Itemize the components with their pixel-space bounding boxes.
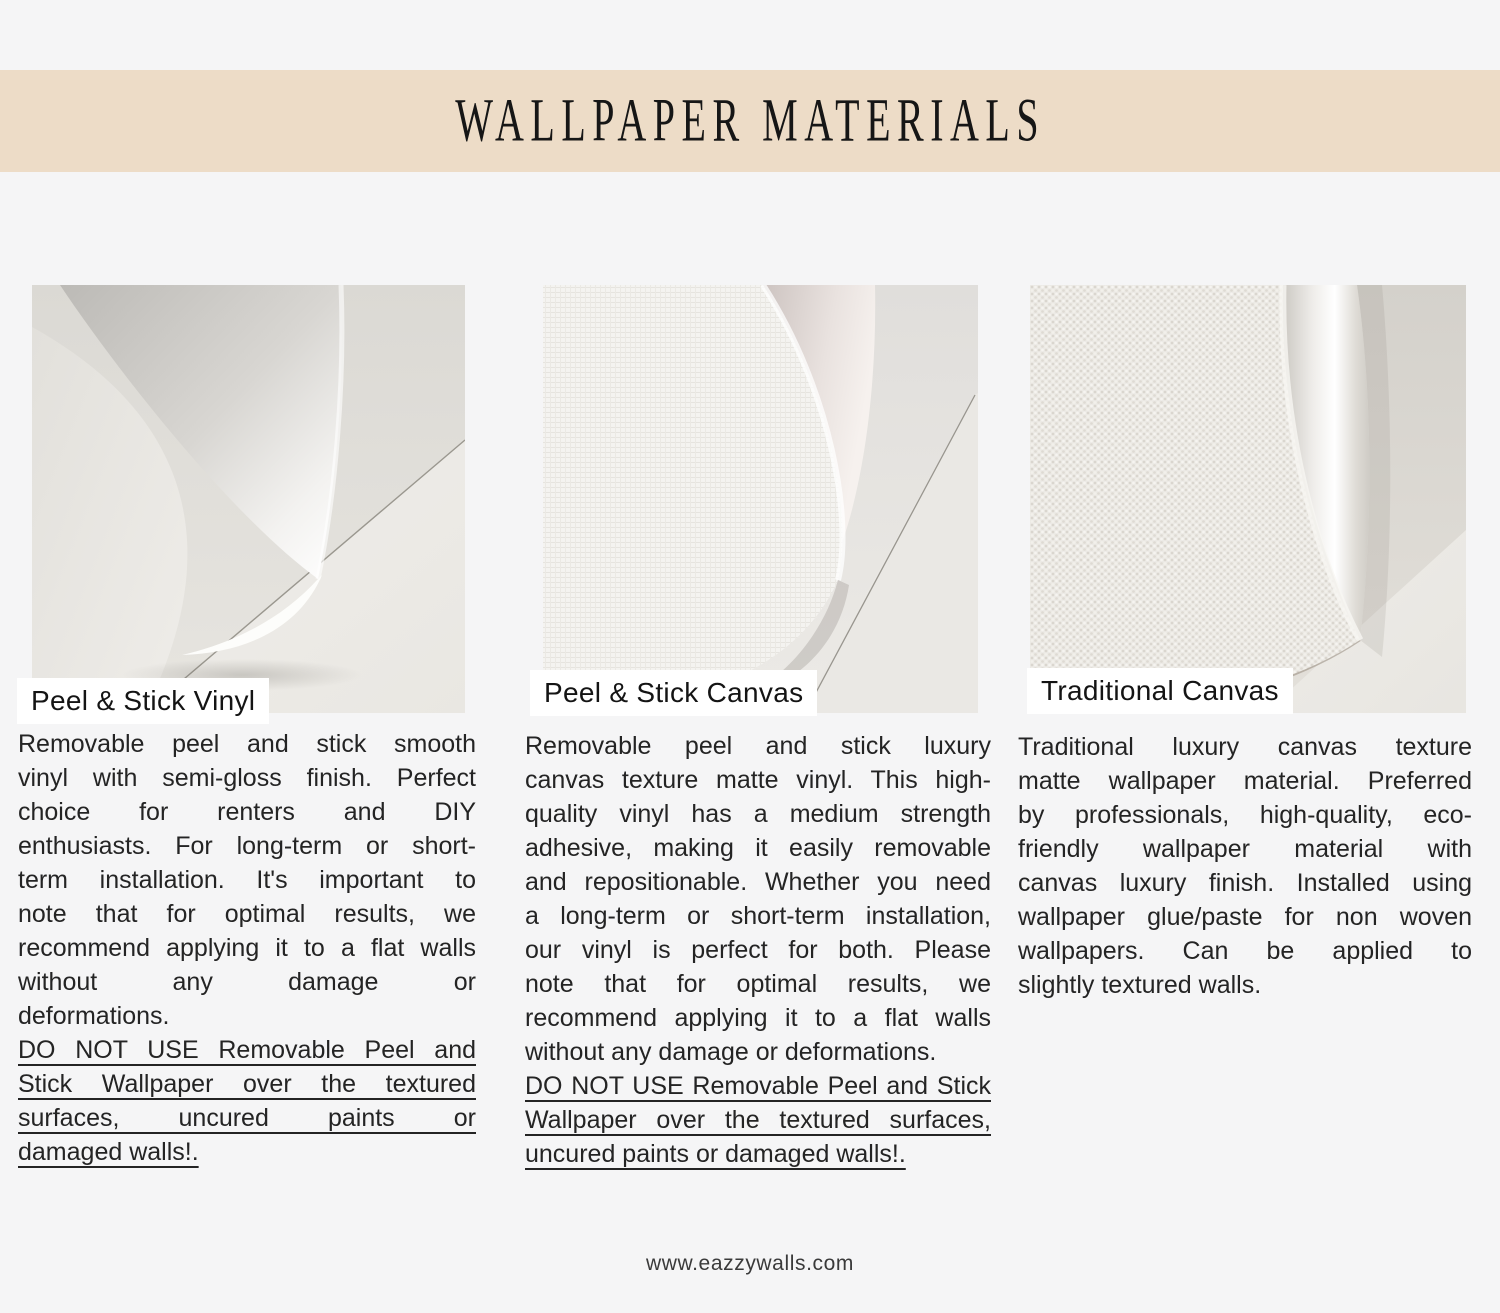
traditional-canvas-roll-graphic xyxy=(1030,285,1466,713)
text-line: without any damage or xyxy=(18,968,476,996)
text-line: wallpaper glue/paste for non woven xyxy=(1018,903,1472,931)
text-line: canvas texture matte vinyl. This high- xyxy=(525,766,991,794)
text-line: recommend applying it to a flat walls xyxy=(18,934,476,962)
material-description xyxy=(1018,730,1472,1002)
vinyl-sample-photo xyxy=(32,285,465,713)
text-line: Stick Wallpaper over the textured xyxy=(18,1070,476,1098)
header-band xyxy=(0,70,1500,172)
text-line: Removable peel and stick smooth xyxy=(18,730,476,758)
text-line: uncured paints or damaged walls!. xyxy=(525,1140,906,1168)
website-url: www.eazzywalls.com xyxy=(645,1252,854,1275)
text-line: choice for renters and DIY xyxy=(18,798,476,826)
text-line: without any damage or deformations. xyxy=(525,1038,937,1066)
canvas-vinyl-sample-photo xyxy=(543,285,978,713)
text-line: and repositionable. Whether you need xyxy=(525,868,991,896)
material-label: Traditional Canvas xyxy=(1027,668,1293,714)
material-label: Peel & Stick Vinyl xyxy=(17,678,269,724)
text-line: by professionals, high-quality, eco- xyxy=(1018,801,1472,829)
text-line: deformations. xyxy=(18,1002,170,1030)
material-column-peel-stick-vinyl xyxy=(18,727,476,1169)
text-line: enthusiasts. For long-term or short- xyxy=(18,832,476,860)
text-line: vinyl with semi-gloss finish. Perfect xyxy=(18,764,476,792)
text-line: canvas luxury finish. Installed using xyxy=(1018,869,1472,897)
text-line: adhesive, making it easily removable xyxy=(525,834,991,862)
text-line: damaged walls!. xyxy=(18,1138,199,1166)
text-line: note that for optimal results, we xyxy=(18,900,476,928)
text-line: term installation. It's important to xyxy=(18,866,476,894)
text-line: friendly wallpaper material with xyxy=(1018,835,1472,863)
material-description xyxy=(525,729,991,1069)
text-line: surfaces, uncured paints or xyxy=(18,1104,476,1132)
traditional-canvas-sample-photo xyxy=(1030,285,1466,713)
page-title: WALLPAPER MATERIALS xyxy=(455,87,1045,155)
text-line: Wallpaper over the textured surfaces, xyxy=(525,1106,991,1134)
text-line: matte wallpaper material. Preferred xyxy=(1018,767,1472,795)
text-line: Traditional luxury canvas texture xyxy=(1018,733,1472,761)
text-line: DO NOT USE Removable Peel and Stick xyxy=(525,1072,991,1100)
material-description xyxy=(18,727,476,1033)
material-warning xyxy=(525,1069,991,1171)
text-line: a long-term or short-term installation, xyxy=(525,902,991,930)
canvas-vinyl-curl-graphic xyxy=(543,285,978,713)
text-line: slightly textured walls. xyxy=(1018,971,1262,999)
text-line: quality vinyl has a medium strength xyxy=(525,800,991,828)
text-line: recommend applying it to a flat walls xyxy=(525,1004,991,1032)
text-line: DO NOT USE Removable Peel and xyxy=(18,1036,476,1064)
text-line: our vinyl is perfect for both. Please xyxy=(525,936,991,964)
material-label: Peel & Stick Canvas xyxy=(530,670,817,716)
smooth-vinyl-curl-graphic xyxy=(32,285,465,713)
material-column-peel-stick-canvas xyxy=(525,729,991,1171)
material-warning xyxy=(18,1033,476,1169)
text-line: note that for optimal results, we xyxy=(525,970,991,998)
material-column-traditional-canvas xyxy=(1018,730,1472,1002)
text-line: wallpapers. Can be applied to xyxy=(1018,937,1472,965)
text-line: Removable peel and stick luxury xyxy=(525,732,991,760)
